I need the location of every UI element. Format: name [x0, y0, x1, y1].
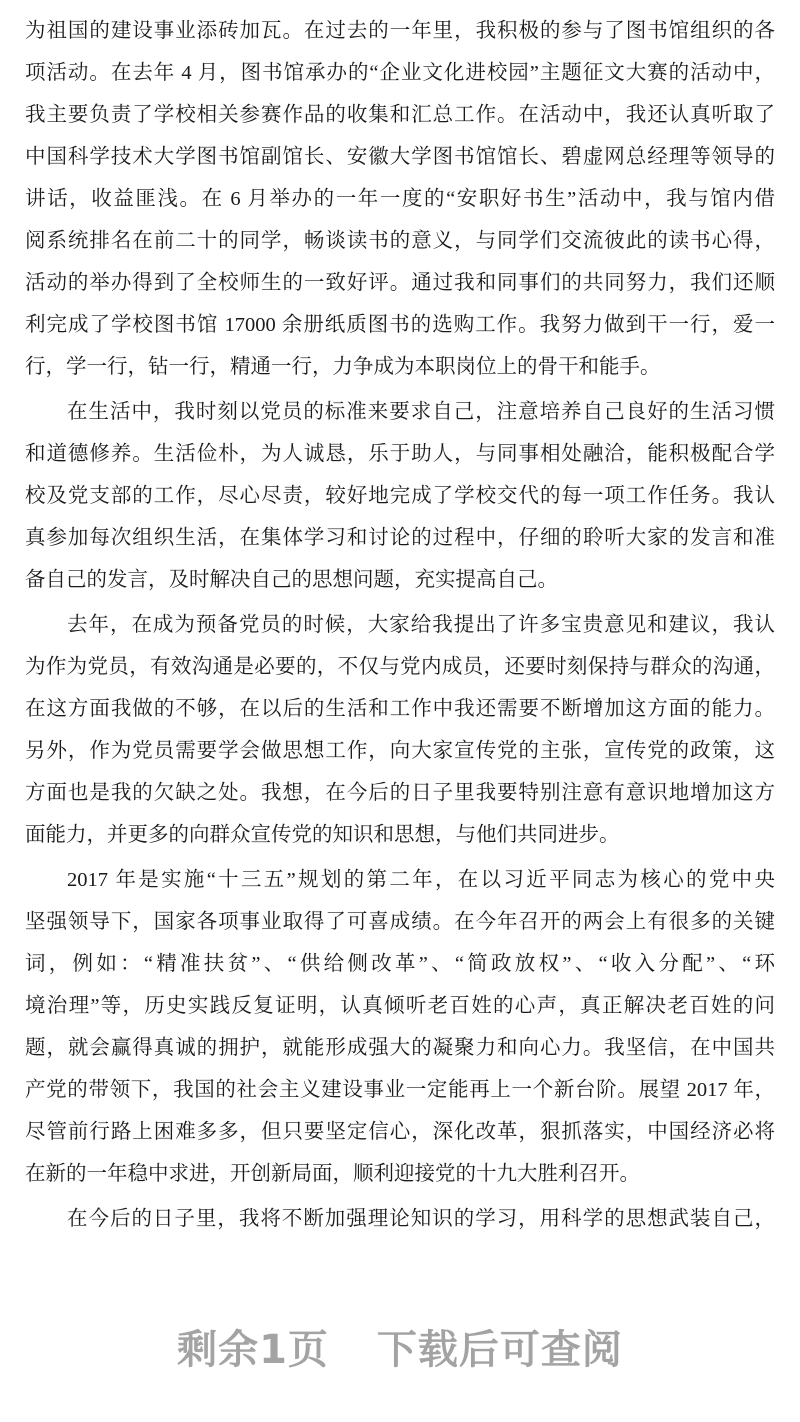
paragraph: [25, 10, 775, 388]
paragraph: [25, 1198, 775, 1240]
text-line: 讲话，收益匪浅。在 6 月举办的一年一度的“安职好书生”活动中，我与馆内借: [25, 188, 775, 210]
text-line: 在新的一年稳中求进，开创新局面，顺利迎接党的十九大胜利召开。: [25, 1163, 640, 1185]
text-line: 词，例如：“精准扶贫”、“供给侧改革”、“简政放权”、“收入分配”、“环: [25, 953, 775, 975]
text-line: 活动的举办得到了全校师生的一致好评。通过我和同事们的共同努力，我们还顺: [25, 272, 775, 294]
document-body: [25, 10, 775, 1240]
text-line: 校及党支部的工作，尽心尽责，较好地完成了学校交代的每一项工作任务。我认: [25, 485, 775, 507]
text-line: 方面也是我的欠缺之处。我想，在今后的日子里我要特别注意有意识地增加这方: [25, 782, 775, 804]
preview-limit-banner[interactable]: [0, 1318, 800, 1375]
download-to-view-text[interactable]: 下载后可查阅: [376, 1327, 623, 1373]
text-line: 为祖国的建设事业添砖加瓦。在过去的一年里，我积极的参与了图书馆组织的各: [25, 20, 775, 42]
text-line: 2017 年是实施“十三五”规划的第二年，在以习近平同志为核心的党中央: [67, 869, 775, 891]
text-line: 中国科学技术大学图书馆副馆长、安徽大学图书馆馆长、碧虚网总经理等领导的: [25, 146, 775, 168]
text-line: 题，就会赢得真诚的拥护，就能形成强大的凝聚力和向心力。我坚信，在中国共: [25, 1037, 775, 1059]
text-line: 在生活中，我时刻以党员的标准来要求自己，注意培养自己良好的生活习惯: [67, 401, 775, 423]
text-line: 面能力，并更多的向群众宣传党的知识和思想，与他们共同进步。: [25, 824, 620, 846]
text-line: 在今后的日子里，我将不断加强理论知识的学习，用科学的思想武装自己，: [67, 1208, 775, 1230]
paragraph: [25, 859, 775, 1195]
text-line: 我主要负责了学校相关参赛作品的收集和汇总工作。在活动中，我还认真听取了: [25, 104, 775, 126]
text-line: 利完成了学校图书馆 17000 余册纸质图书的选购工作。我努力做到干一行，爱一: [25, 314, 775, 336]
text-line: 备自己的发言，及时解决自己的思想问题，充实提高自己。: [25, 569, 558, 591]
text-line: 在这方面我做的不够，在以后的生活和工作中我还需要不断增加这方面的能力。: [25, 698, 775, 720]
text-line: 坚强领导下，国家各项事业取得了可喜成绩。在今年召开的两会上有很多的关键: [25, 911, 775, 933]
text-line: 尽管前行路上困难多多，但只要坚定信心，深化改革，狠抓落实，中国经济必将: [25, 1121, 775, 1143]
remaining-pages-text: 剩余1页: [177, 1327, 329, 1373]
text-line: 阅系统排名在前二十的同学，畅谈读书的意义，与同学们交流彼此的读书心得，: [25, 230, 775, 252]
text-line: 行，学一行，钻一行，精通一行，力争成为本职岗位上的骨干和能手。: [25, 356, 661, 378]
text-line: 产党的带领下，我国的社会主义建设事业一定能再上一个新台阶。展望 2017 年，: [25, 1079, 775, 1101]
text-line: 为作为党员，有效沟通是必要的，不仅与党内成员，还要时刻保持与群众的沟通，: [25, 656, 775, 678]
paragraph: [25, 391, 775, 601]
text-line: 项活动。在去年 4 月，图书馆承办的“企业文化进校园”主题征文大赛的活动中，: [25, 62, 775, 84]
paragraph: [25, 604, 775, 856]
text-line: 真参加每次组织生活，在集体学习和讨论的过程中，仔细的聆听大家的发言和准: [25, 527, 775, 549]
text-line: 和道德修养。生活俭朴，为人诚恳，乐于助人，与同事相处融洽，能积极配合学: [25, 443, 775, 465]
text-line: 另外，作为党员需要学会做思想工作，向大家宣传党的主张，宣传党的政策，这: [25, 740, 775, 762]
text-line: 境治理”等，历史实践反复证明，认真倾听老百姓的心声，真正解决老百姓的问: [25, 995, 775, 1017]
text-line: 去年，在成为预备党员的时候，大家给我提出了许多宝贵意见和建议，我认: [67, 614, 775, 636]
